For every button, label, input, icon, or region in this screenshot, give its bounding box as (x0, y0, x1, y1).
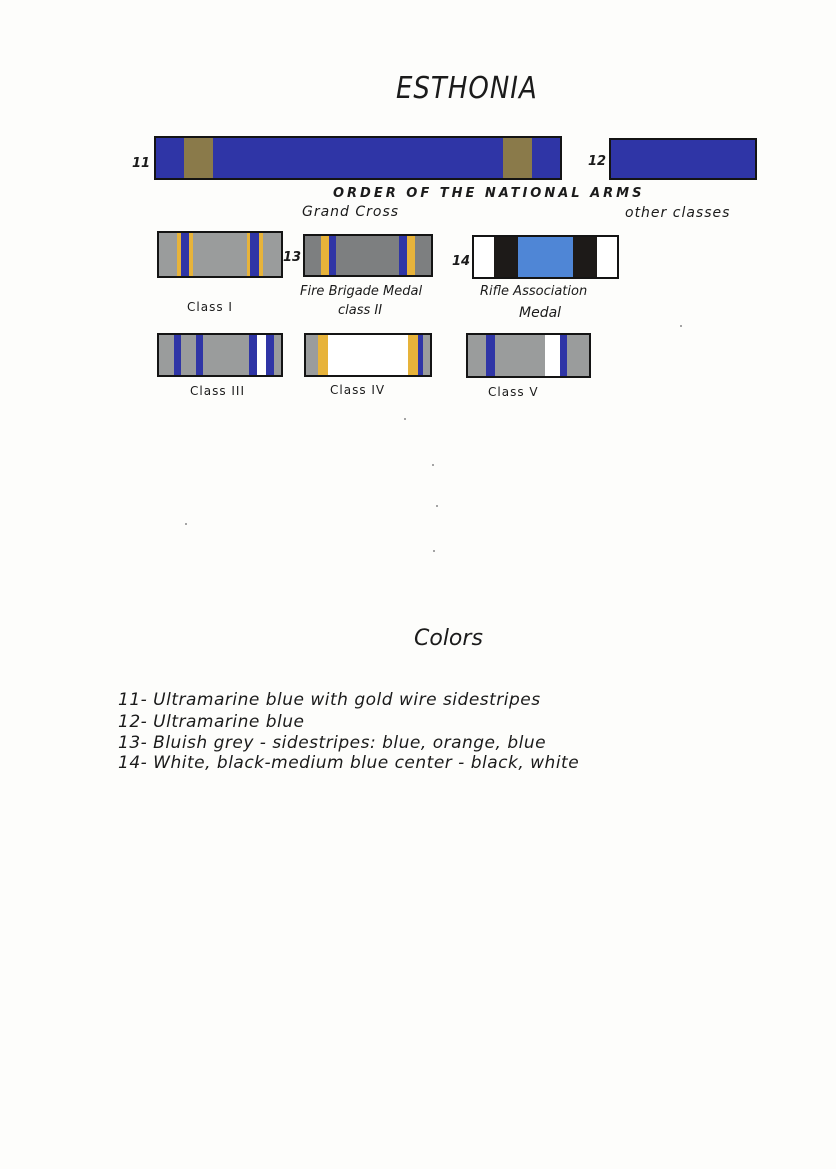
ribbon-stripe-grey (274, 335, 281, 375)
ribbon-stripe-grey (468, 335, 486, 376)
ribbon-class-5 (466, 333, 591, 378)
ribbon-stripe-grey (507, 335, 546, 376)
ribbon-stripe-grey (159, 233, 177, 276)
ribbon-stripe-orange (318, 335, 328, 375)
ribbon-stripe-dark-grey (336, 236, 399, 275)
caption-class-3: Class III (190, 384, 246, 398)
ribbon-stripe-grey (263, 233, 281, 276)
scan-speck (404, 418, 406, 420)
ribbon-class-3 (157, 333, 283, 377)
ribbon-stripe-grey (306, 335, 318, 375)
scan-speck (185, 523, 187, 525)
ribbon-stripe-white (328, 335, 407, 375)
ribbon-stripe-ultramarine (249, 335, 256, 375)
page-title: ESTHONIA (396, 71, 538, 107)
ribbon-stripe-orange (408, 335, 418, 375)
ribbon-11-grand-cross (154, 136, 562, 180)
ribbon-stripe-gold-wire (184, 138, 212, 178)
scan-speck (680, 325, 682, 327)
ribbon-stripe-black (494, 237, 518, 277)
legend-line-14: 14- White, black-medium blue center - black, white (118, 753, 580, 773)
ribbon-number-12: 12 (588, 154, 607, 169)
ribbon-stripe-dark-grey (305, 236, 321, 275)
ribbon-stripe-grey (423, 335, 430, 375)
ribbon-stripe-ultramarine (156, 138, 184, 178)
ribbon-stripe-ultramarine (181, 233, 190, 276)
other-classes-label: other classes (625, 205, 731, 221)
ribbon-stripe-ultramarine (196, 335, 203, 375)
order-name: ORDER OF THE NATIONAL ARMS (333, 186, 645, 201)
caption-rifle-line2: Medal (519, 305, 562, 321)
scan-speck (436, 505, 438, 507)
ribbon-stripe-ultramarine (399, 236, 407, 275)
ribbon-stripe-grey (193, 233, 247, 276)
ribbon-stripe-ultramarine (486, 335, 494, 376)
ribbon-stripe-white (545, 335, 560, 376)
ribbon-stripe-orange (321, 236, 329, 275)
legend-line-13: 13- Bluish grey - sidestripes: blue, orange, blue (118, 733, 547, 753)
ribbon-stripe-dark-grey (415, 236, 431, 275)
scan-speck (432, 464, 434, 466)
legend-line-12: 12- Ultramarine blue (118, 712, 305, 732)
ribbon-stripe-orange (407, 236, 415, 275)
ribbon-number-13: 13 (283, 250, 302, 265)
ribbon-stripe-gold-wire (503, 138, 531, 178)
ribbon-stripe-grey (181, 335, 196, 375)
colors-heading: Colors (414, 626, 483, 651)
caption-fire-brigade-line1: Fire Brigade Medal (300, 284, 423, 299)
ribbon-stripe-ultramarine (266, 335, 273, 375)
ribbon-stripe-ultramarine (560, 335, 567, 376)
ribbon-stripe-ultramarine (213, 138, 504, 178)
ribbon-stripe-ultramarine (329, 236, 337, 275)
caption-class-4: Class IV (330, 383, 386, 397)
ribbon-stripe-white (597, 237, 617, 277)
caption-fire-brigade-line2: class II (338, 303, 383, 318)
grand-cross-label: Grand Cross (302, 204, 400, 220)
ribbon-class-4 (304, 333, 432, 377)
ribbon-number-14: 14 (452, 254, 471, 269)
ribbon-number-11: 11 (132, 156, 151, 171)
ribbon-stripe-medium-blue (518, 237, 572, 277)
ribbon-stripe-grey (567, 335, 589, 376)
caption-rifle-line1: Rifle Association (480, 284, 588, 299)
ribbon-fire-brigade-medal (303, 234, 433, 277)
ribbon-stripe-ultramarine (250, 233, 259, 276)
ribbon-class-1 (157, 231, 283, 278)
scan-speck (433, 550, 435, 552)
caption-class-5: Class V (488, 385, 539, 399)
ribbon-stripe-ultramarine (532, 138, 560, 178)
ribbon-stripe-grey (203, 335, 249, 375)
ribbon-stripe-black (573, 237, 597, 277)
ribbon-12-other-classes (609, 138, 757, 180)
ribbon-stripe-ultramarine (174, 335, 181, 375)
ribbon-stripe-white (474, 237, 494, 277)
caption-class-1: Class I (187, 300, 233, 314)
legend-line-11: 11- Ultramarine blue with gold wire sidestripes (118, 690, 541, 710)
ribbon-stripe-white (257, 335, 267, 375)
ribbon-stripe-ultramarine (611, 140, 755, 178)
ribbon-stripe-grey (495, 335, 507, 376)
ribbon-stripe-grey (159, 335, 174, 375)
ribbon-rifle-association-medal (472, 235, 619, 279)
